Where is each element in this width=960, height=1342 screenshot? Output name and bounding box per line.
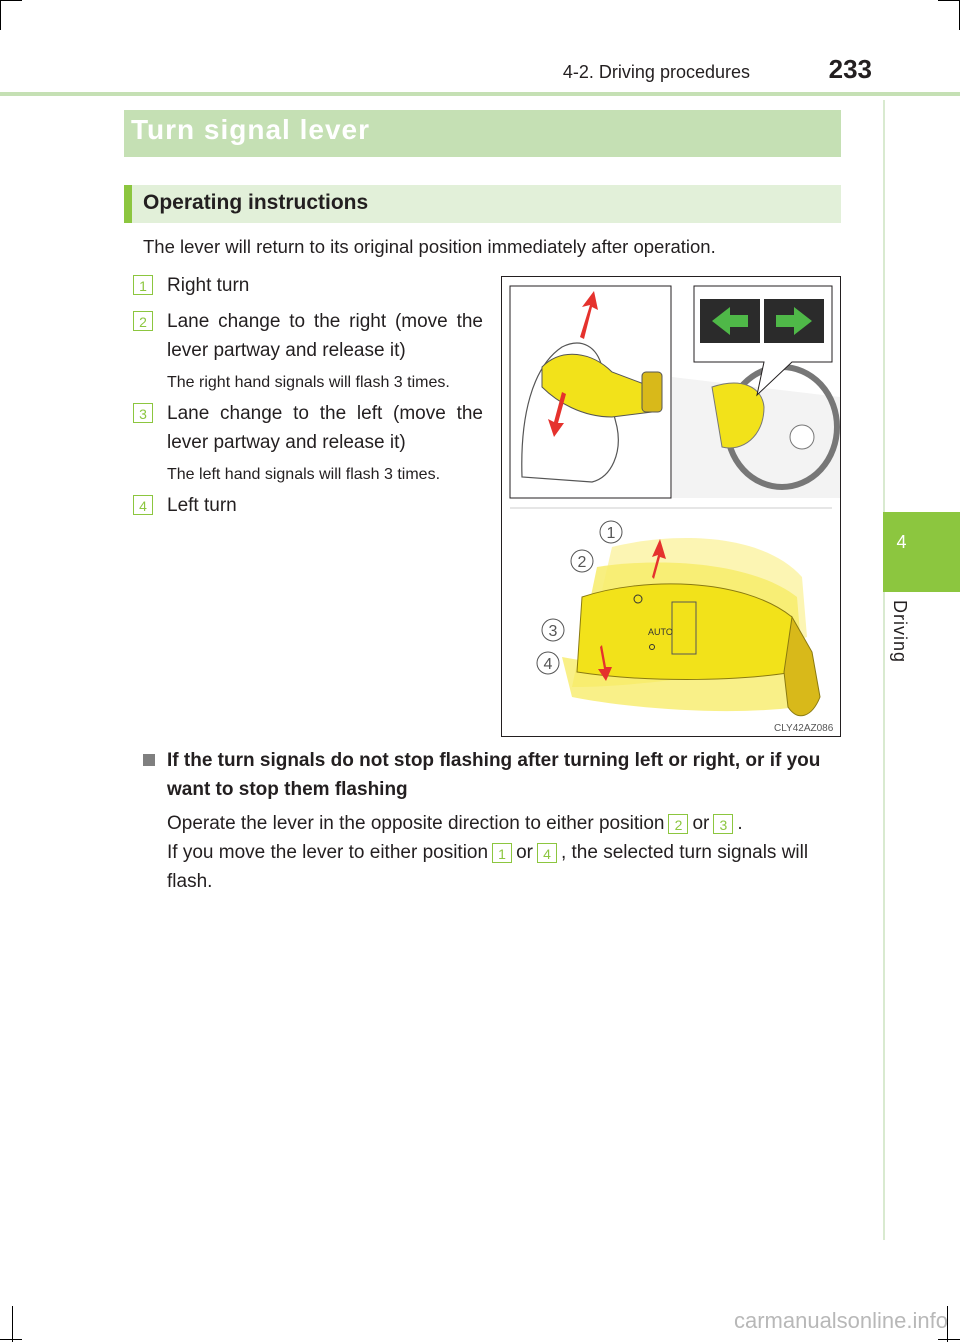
svg-text:4: 4 [543, 656, 553, 673]
watermark[interactable]: carmanualsonline.info [733, 1308, 948, 1333]
bullet-text: . [737, 813, 743, 834]
item-number-badge: 4 [133, 495, 153, 515]
position-badge: 2 [668, 814, 688, 834]
item-number-badge: 2 [133, 311, 153, 331]
steering-logo [790, 425, 814, 449]
crop-mark [0, 1339, 22, 1340]
item-note: The left hand signals will flash 3 times. [167, 466, 441, 483]
crop-mark [0, 0, 22, 1]
crop-mark [938, 0, 960, 1]
figure-code: CLY42AZ086 [774, 723, 834, 734]
chapter-number: 4 [896, 532, 907, 552]
page-title: Turn signal lever [131, 114, 370, 145]
bullet-text: Operate the lever in the opposite direction to either position [167, 813, 665, 834]
callout-3 [542, 619, 564, 641]
bullet-text: or [516, 842, 533, 863]
section-heading: 4-2. Driving procedures [562, 62, 750, 82]
crop-mark [12, 1306, 13, 1342]
list-item: Right turn [167, 275, 250, 296]
item-number-badge: 1 [133, 275, 153, 295]
chapter-name: Driving [890, 600, 910, 664]
bullet-heading: If the turn signals do not stop flashing after turning left or right, or if you want to stop them flashing [167, 750, 821, 800]
bullet-text: If you move the lever to either position [167, 842, 489, 863]
svg-text:2: 2 [577, 554, 587, 571]
position-badge: 1 [492, 843, 512, 863]
side-strip [883, 100, 885, 1240]
auto-label: AUTO [648, 627, 673, 637]
header-rule [0, 92, 960, 96]
subtitle-accent [124, 185, 132, 223]
illustration-svg [502, 277, 840, 736]
svg-text:1: 1 [606, 525, 616, 542]
position-badge: 4 [537, 843, 557, 863]
bullet-text: or [692, 813, 710, 834]
turn-signal-illustration [501, 276, 841, 737]
crop-mark [0, 0, 1, 30]
page-number: 233 [828, 54, 872, 84]
intro-text: The lever will return to its original position immediately after operation. [143, 236, 716, 257]
crop-mark [938, 1339, 960, 1340]
list-item: Lane change to the right (move the lever partway and release it) [167, 311, 483, 361]
bullet-line-2 [167, 838, 839, 896]
callout-4 [537, 652, 559, 674]
callout-2 [571, 550, 593, 572]
callout-1 [600, 521, 622, 543]
list-item: Left turn [167, 495, 237, 516]
lever-base-small [642, 372, 662, 412]
item-number-badge: 3 [133, 403, 153, 423]
item-note: The right hand signals will flash 3 times. [167, 374, 450, 391]
svg-text:3: 3 [548, 623, 558, 640]
subtitle: Operating instructions [143, 191, 369, 214]
list-item: Lane change to the left (move the lever partway and release it) [167, 403, 483, 453]
position-badge: 3 [713, 814, 733, 834]
bullet-line-1 [167, 809, 839, 838]
bullet-text: , the selected turn signals will flash. [167, 842, 809, 892]
